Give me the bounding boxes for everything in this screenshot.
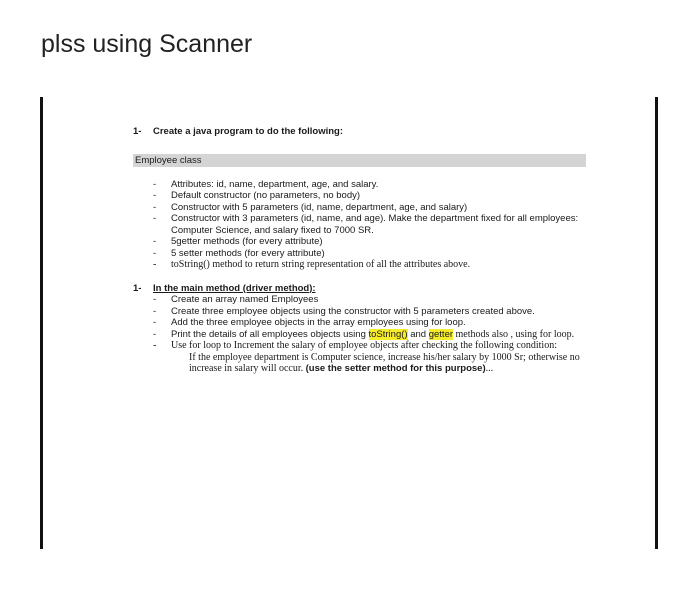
bullet: - — [153, 190, 157, 201]
list-item: - Print the details of all employees objects using toString() and getter methods also , using for loop. — [153, 328, 575, 340]
list-item: - Use for loop to Increment the salary of employee objects after checking the following condition: — [153, 340, 557, 351]
bullet: - — [153, 247, 157, 259]
list-item: - Constructor with 5 parameters (id, name, department, age, and salary) — [153, 201, 468, 213]
employee-class-list — [133, 179, 588, 271]
list-item: - 5 setter methods (for every attribute) — [153, 247, 325, 259]
list-item: - 5getter methods (for every attribute) — [153, 236, 323, 247]
list-item: - toString() method to return string representation of all the attributes above. — [153, 259, 471, 270]
list-item: - Add the three employee objects in the array employees using for loop. — [153, 317, 466, 328]
list-item: - Attributes: id, name, department, age, and salary. — [153, 178, 379, 190]
heading-number: 1- — [133, 126, 142, 137]
main-number: 1- — [133, 282, 142, 294]
main-method-list — [133, 294, 588, 352]
bullet: - — [153, 236, 157, 247]
list-item: - Default constructor (no parameters, no body) — [153, 190, 361, 201]
highlight-getter: getter — [428, 328, 454, 340]
employee-class-bar: Employee class — [133, 154, 586, 167]
condition-ellipsis: ... — [485, 363, 494, 374]
bullet: - — [153, 213, 157, 224]
assignment-heading — [133, 126, 588, 138]
bullet: - — [153, 178, 157, 190]
assignment-document — [133, 126, 588, 375]
bullet: - — [153, 317, 157, 328]
main-method-label: In the main method (driver method): — [153, 282, 316, 294]
main-method-heading — [133, 283, 588, 295]
list-item: - Constructor with 3 parameters (id, name, and age). Make the department fixed for all employees: Computer Science, and salary fixed to 7000 SR. — [153, 213, 579, 236]
bullet: - — [153, 294, 157, 305]
condition-bold-text: (use the setter method for this purpose) — [305, 363, 486, 374]
highlight-tostring: toString() — [368, 328, 408, 340]
bullet: - — [153, 328, 157, 340]
question-title: plss using Scanner — [41, 30, 253, 58]
list-item: - Create three employee objects using the constructor with 5 parameters created above. — [153, 305, 535, 317]
image-frame-left-border — [40, 97, 43, 549]
bullet: - — [153, 340, 157, 351]
bullet: - — [153, 259, 157, 270]
condition-paragraph — [133, 352, 588, 375]
bullet: - — [153, 305, 157, 317]
list-item: - Create an array named Employees — [153, 294, 319, 305]
image-frame-right-border — [655, 97, 658, 549]
heading-text: Create a java program to do the following: — [153, 126, 344, 137]
bullet: - — [153, 201, 157, 213]
condition-text: If the employee department is Computer science, increase his/her salary by 1000 Sr; otherwise no increase in salary will occur. — [189, 351, 580, 374]
